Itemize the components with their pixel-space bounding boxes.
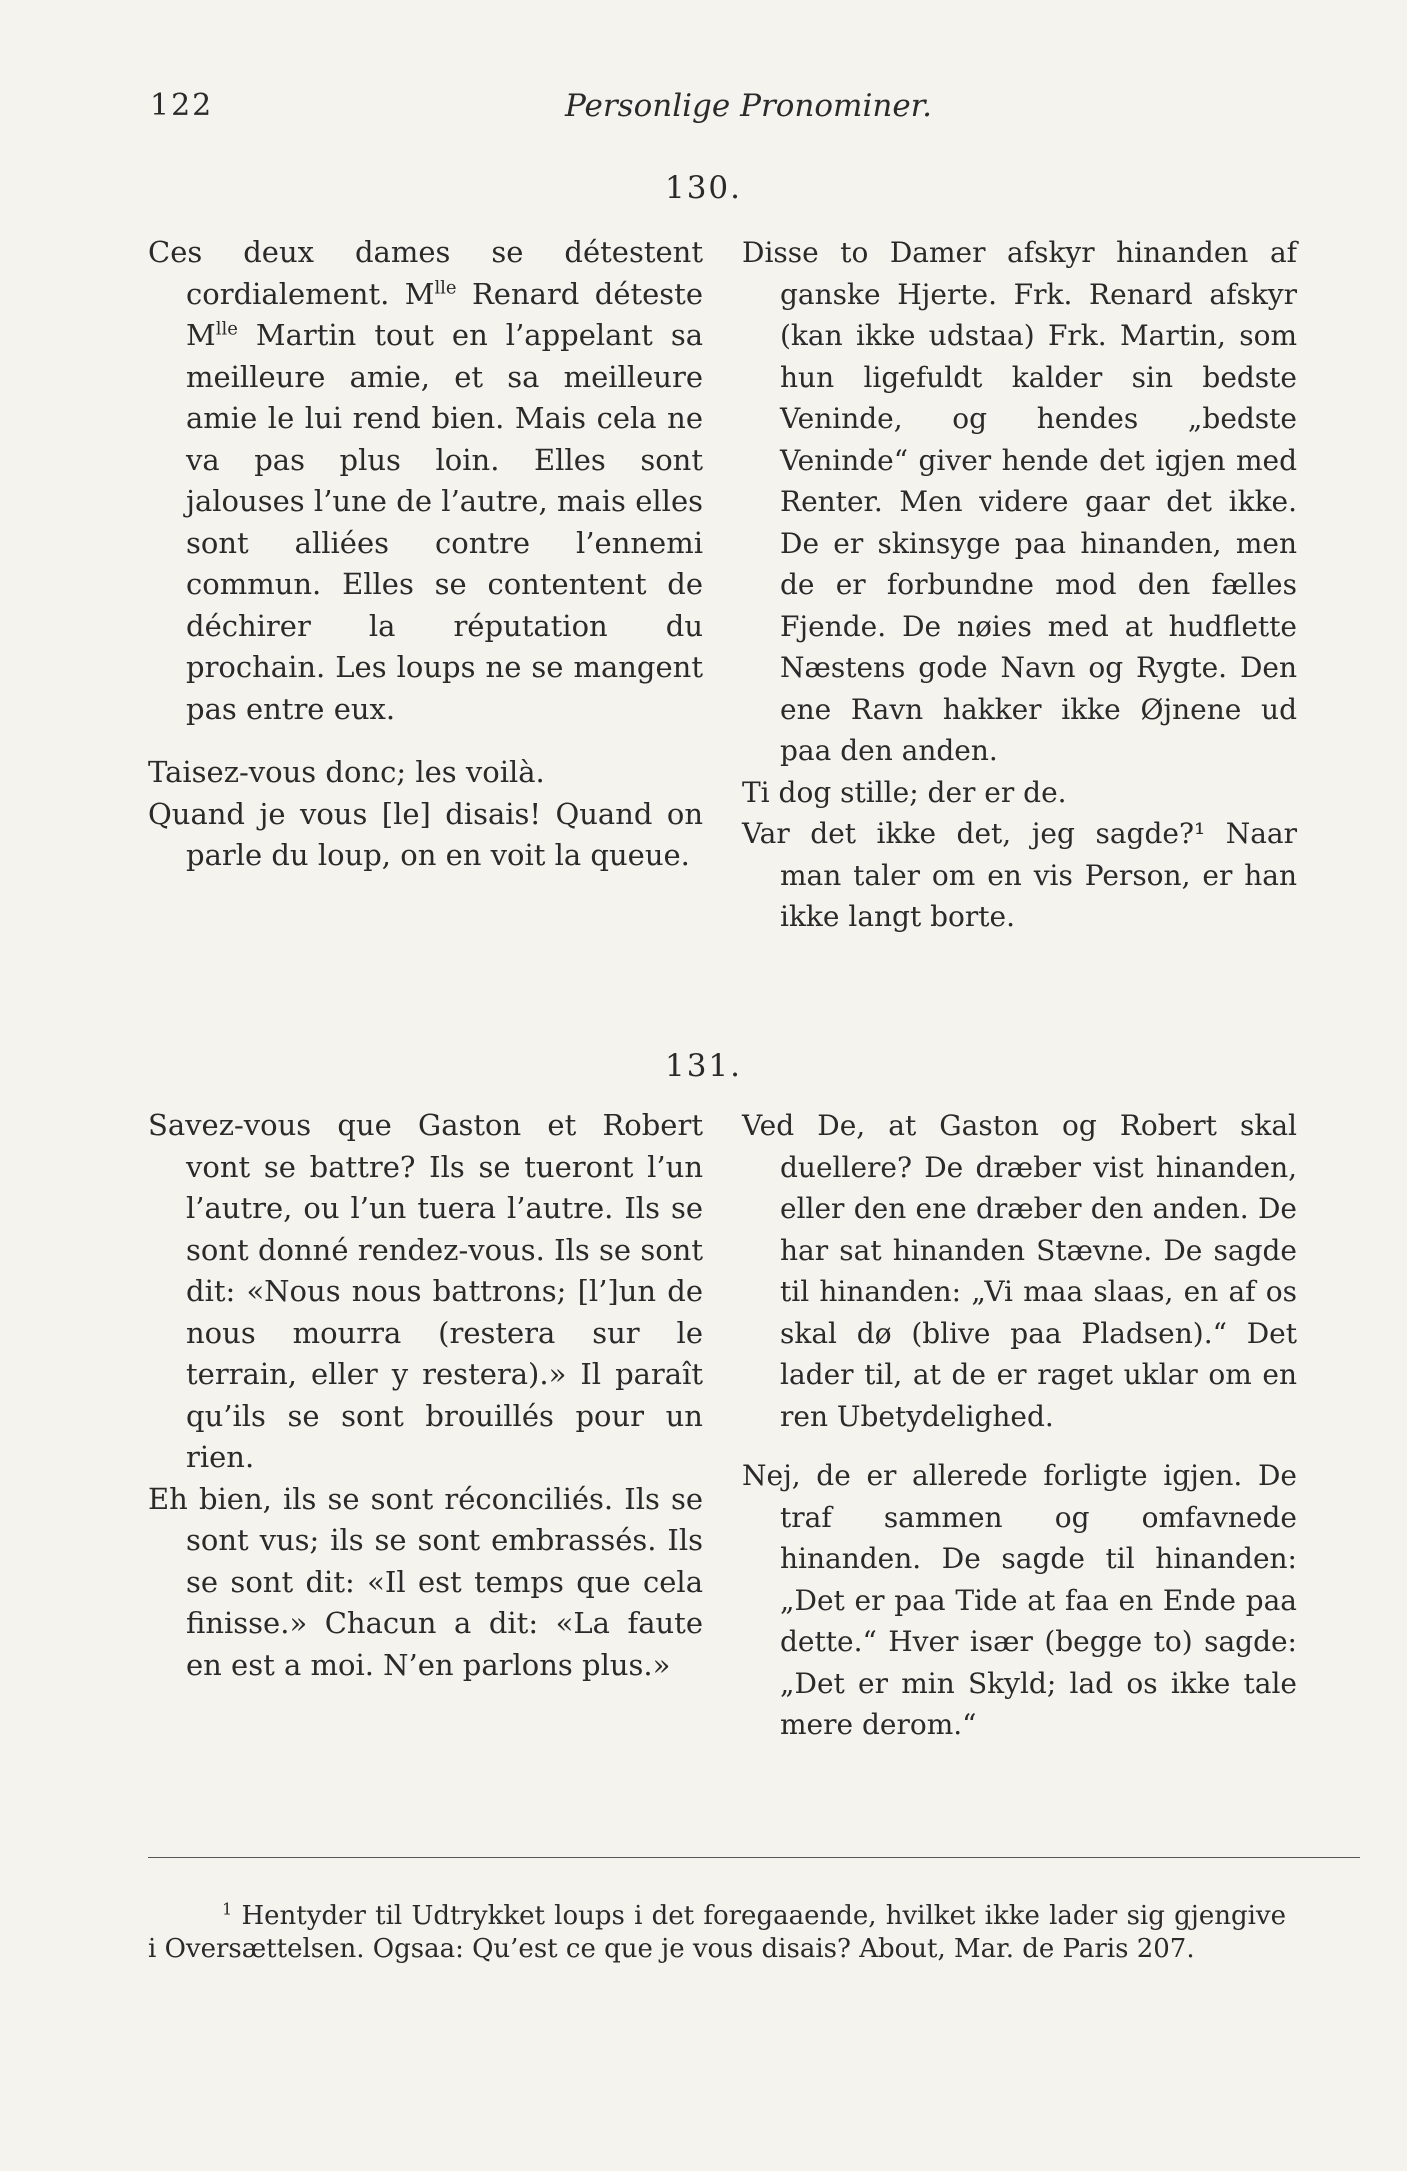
page-number: 122 <box>150 88 214 123</box>
section-number-130: 130. <box>664 170 743 206</box>
french-text: Ces deux dames se détestent cordialement. $M^{lle}$ Renard déteste $M^{lle}$ Martin tout en l’appelant sa meilleure amie, et sa meilleure amie le lui rend bien. Mais cela ne va pas plus loin. Elles sont jalouses l’une de l’autre, mais elles sont alliées contre l’ennemi commun. Elles se contentent de déchirer la réputation du prochain. Les loups ne se mangent pas entre eux. <box>148 235 703 726</box>
french-paragraph: Quand je vous [le] disais! Quand on parle du loup, on en voit la queue. <box>148 796 703 872</box>
page-header <box>150 88 1287 138</box>
danish-paragraph: Ti dog stille; der er de. <box>742 775 1067 809</box>
french-paragraph <box>148 232 703 730</box>
footnote-marker: 1 <box>222 1899 233 1919</box>
french-paragraph: Taisez-vous donc; les voilà. <box>148 755 545 789</box>
footnote <box>148 1900 1286 1966</box>
section-number-131: 131. <box>664 1048 743 1084</box>
section-131-danish-column <box>742 1105 1297 1746</box>
footnote-divider <box>148 1857 1360 1858</box>
running-head: Personlige Pronominer. <box>565 88 932 124</box>
section-131-french-column <box>148 1105 703 1686</box>
french-paragraph: Eh bien, ils se sont réconciliés. Ils se sont vus; ils se sont embrassés. Ils se sont dit: «Il est temps que cela finisse.» Chacun a dit: «La faute en est a moi. N’en parlons plus.» <box>148 1481 703 1682</box>
section-130-danish-column <box>742 232 1297 938</box>
danish-paragraph: Disse to Damer afskyr hinanden af ganske Hjerte. Frk. Renard afskyr (kan ikke udstaa) Frk. Martin, som hun ligefuldt kalder sin bedste Veninde, og hendes „bedste Veninde“ giver hende det igjen med Renter. Men videre gaar det ikke. De er skinsyge paa hinanden, men de er forbundne mod den fælles Fjende. De nøies med at hudflette Næstens gode Navn og Rygte. Den ene Ravn hakker ikke Øjnene ud paa den anden. <box>742 236 1297 767</box>
danish-paragraph: Nej, de er allerede forligte igjen. De traf sammen og omfavnede hinanden. De sagde til hinanden: „Det er paa Tide at faa en Ende paa dette.“ Hver især (begge to) sagde: „Det er min Skyld; lad os ikke tale mere derom.“ <box>742 1459 1297 1741</box>
french-paragraph: Savez-vous que Gaston et Robert vont se battre? Ils se tueront l’un l’autre, ou l’un tuera l’autre. Ils se sont donné rendez-vous. Ils se sont dit: «Nous nous battrons; [l’]un de nous mourra (restera sur le terrain, eller y restera).» Il paraît qu’ils se sont brouillés pour un rien. <box>148 1108 703 1474</box>
footnote-text: Hentyder til Udtrykket loups i det foregaaende, hvilket ikke lader sig gjengive i Oversættelsen. Ogsaa: Qu’est ce que je vous disais? About, Mar. de Paris 207. <box>148 1901 1287 1964</box>
danish-paragraph: Ved De, at Gaston og Robert skal duellere? De dræber vist hinanden, eller den ene dræber den anden. De har sat hinanden Stævne. De sagde til hinanden: „Vi maa slaas, en af os skal dø (blive paa Pladsen).“ Det lader til, at de er raget uklar om en ren Ubetydelighed. <box>742 1109 1297 1433</box>
section-130-french-column <box>148 232 703 877</box>
danish-paragraph: Var det ikke det, jeg sagde?¹ Naar man taler om en vis Person, er han ikke langt borte. <box>742 817 1297 933</box>
